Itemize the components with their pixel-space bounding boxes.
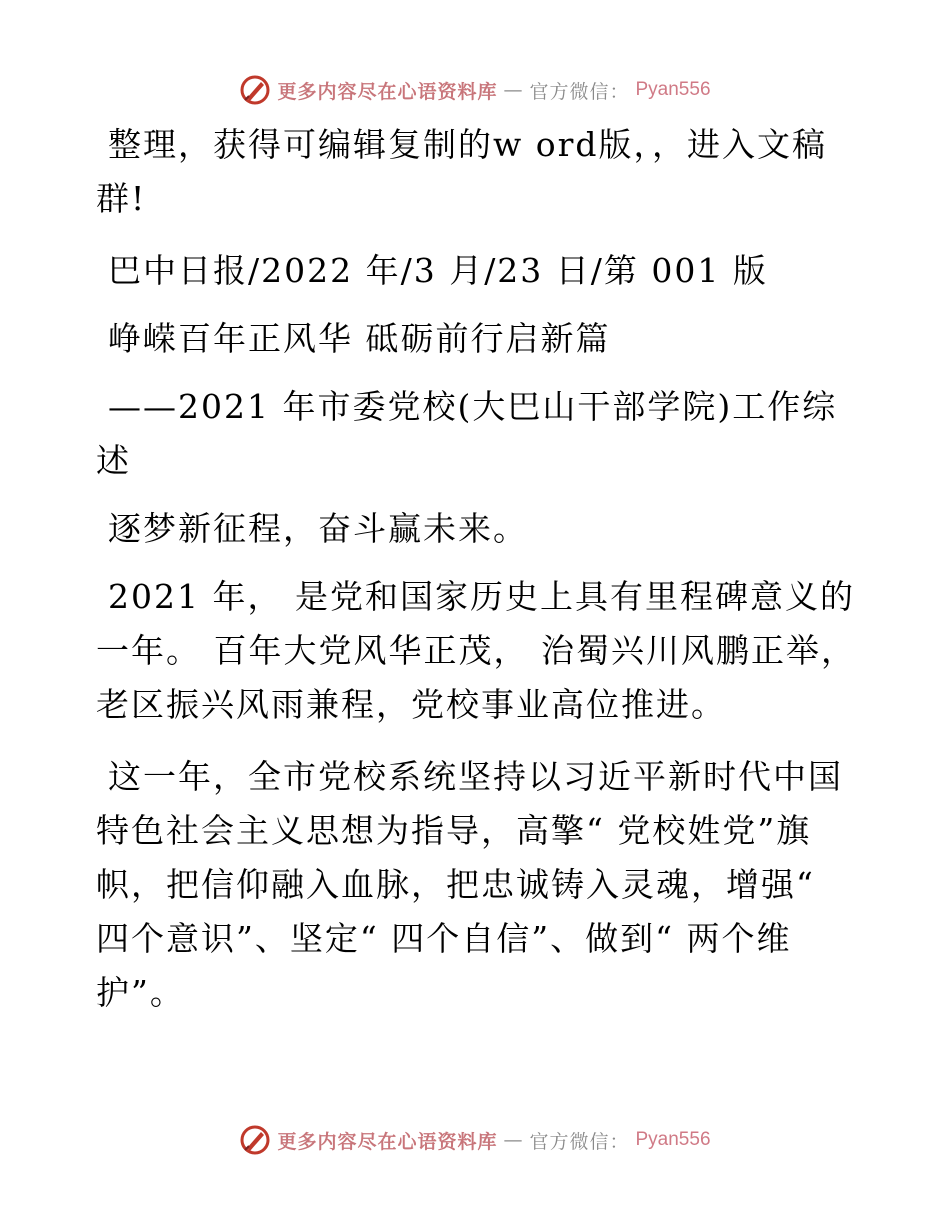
watermark-dash: — bbox=[503, 1129, 524, 1151]
quill-logo-icon bbox=[239, 74, 271, 106]
watermark-wechat-id: Pyan556 bbox=[635, 79, 711, 100]
watermark-sub-text: 官方微信： bbox=[529, 80, 630, 103]
paragraph: 2021 年， 是党和国家历史上具有里程碑意义的一年。 百年大党风华正茂， 治蜀兴川风鹏正举，老区振兴风雨兼程，党校事业高位推进。 bbox=[96, 577, 856, 724]
header-watermark bbox=[0, 70, 950, 110]
paragraph: 这一年，全市党校系统坚持以习近平新时代中国特色社会主义思想为指导，高擎“ 党校姓党”旗帜，把信仰融入血脉，把忠诚铸入灵魂，增强“ 四个意识”、坚定“ 四个自信”、做到“ 两个维护”。 bbox=[96, 757, 843, 1012]
document-body bbox=[96, 118, 856, 1038]
article-subtitle: ——2021 年市委党校(大巴山干部学院)工作综述 bbox=[96, 387, 838, 480]
watermark-main-text: 更多内容尽在心语资料库 bbox=[277, 1130, 498, 1153]
footer-watermark bbox=[0, 1120, 950, 1160]
watermark-dash: — bbox=[503, 79, 524, 101]
paragraph: 整理，获得可编辑复制的w ord版，，进入文稿群! bbox=[96, 125, 828, 218]
paragraph: 逐梦新征程，奋斗赢未来。 bbox=[108, 509, 528, 548]
watermark-wechat-id: Pyan556 bbox=[635, 1129, 711, 1150]
article-title: 峥嵘百年正风华 砥砺前行启新篇 bbox=[108, 319, 611, 358]
watermark-main-text: 更多内容尽在心语资料库 bbox=[277, 80, 498, 103]
watermark-sub-text: 官方微信： bbox=[529, 1130, 630, 1153]
quill-logo-icon bbox=[239, 1124, 271, 1156]
newspaper-dateline: 巴中日报/2022 年/3 月/23 日/第 001 版 bbox=[108, 251, 768, 290]
